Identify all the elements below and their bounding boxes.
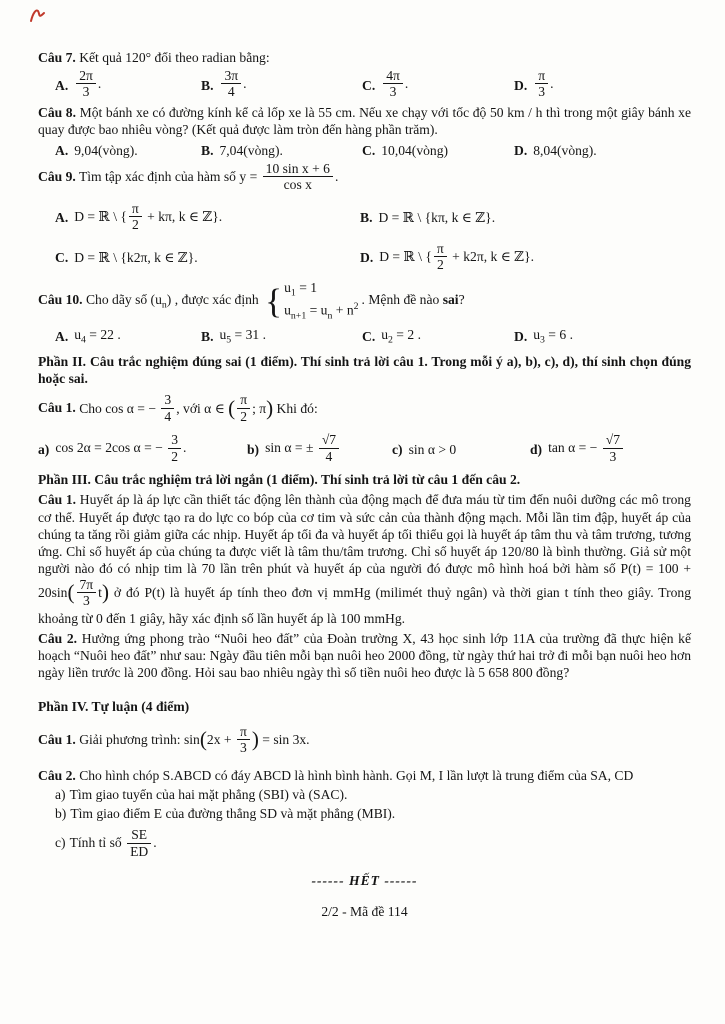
part3-question-2 (38, 630, 691, 682)
option-key: A. (55, 142, 69, 158)
question-9-option-c (55, 249, 360, 266)
question-10-option-b (201, 326, 362, 347)
option-key: A. (55, 77, 69, 93)
part4-question-1 (38, 725, 691, 757)
part3-header: Phần III. Câu trắc nghiệm trả lời ngắn (1 điểm). Thí sinh trả lời từ câu 1 đến câu 2. (38, 472, 521, 488)
question-7-options (55, 69, 691, 101)
item-key: d) (530, 441, 543, 457)
question-8-option-c (362, 142, 514, 159)
part4-q2-item-c (55, 828, 691, 860)
question-9-option-a (55, 202, 360, 234)
option-value: D = ℝ \ {kπ, k ∈ ℤ}. (378, 209, 496, 225)
part4-q2-item-b (55, 805, 691, 822)
question-7 (38, 49, 691, 66)
question-10-stem: Cho dãy số $(u_n)$ , được xác định { $u_1 = 1$ $u_{n+1} = u_n + n^2$ . Mệnh đề nào sai? (85, 280, 465, 322)
option-key: C. (362, 328, 376, 344)
option-key: B. (360, 209, 373, 225)
question-9-options-row-2 (55, 242, 691, 274)
question-9-option-d (360, 242, 691, 274)
part2-question-1 (38, 393, 691, 425)
question-7-option-d (514, 69, 691, 101)
option-value: 9,04(vòng). (74, 142, 138, 158)
option-value: 10,04(vòng) (381, 142, 449, 158)
end-marker: ------ HẾT ------ (311, 873, 418, 889)
question-9 (38, 162, 691, 194)
part4-question-1-label: Câu 1. (38, 731, 76, 747)
question-8-label: Câu 8. (38, 105, 76, 121)
part2-q1-item-d (530, 433, 691, 465)
part2-question-1-options (38, 433, 691, 465)
option-key: B. (201, 77, 214, 93)
part3-question-2-stem: Hưởng ứng phong trào “Nuôi heo đất” của Đoàn trường X, 43 học sinh lớp 11A của trường đã thực hiện kế hoạch “Nuôi heo đất” như sau: Ngày đầu tiên mỗi bạn nuôi heo 2000 đồng, từ ngày thứ hai trở đi mỗi bạn nuôi heo hơn ngày liền trước là 200 đồng. Hỏi sau bao nhiêu ngày thì số tiền nuôi heo được là 5 658 800 đồng? (38, 630, 691, 681)
question-9-options-row-1 (55, 202, 691, 234)
question-8-option-b (201, 142, 362, 159)
item-value: Tìm giao điểm E của đường thẳng SD và mặt phẳng (MBI). (70, 806, 396, 822)
question-10-option-c (362, 326, 514, 347)
part2-header: Phần II. Câu trắc nghiệm đúng sai (1 điểm). Thí sinh trả lời câu 1. Trong mỗi ý a), b), c), d), thí sinh chọn đúng hoặc sai. (38, 353, 691, 387)
option-key: B. (201, 328, 214, 344)
item-key: c) (55, 835, 66, 851)
option-key: D. (514, 77, 528, 93)
question-7-option-c (362, 69, 514, 101)
option-value: $\frac{2\pi}{3}$ . (74, 69, 101, 101)
question-9-label: Câu 9. (38, 168, 76, 184)
item-value: Tìm giao tuyến của hai mặt phẳng (SBI) và (SAC). (69, 786, 348, 802)
part2-q1-item-a (38, 433, 247, 465)
option-value: 8,04(vòng). (533, 142, 597, 158)
item-key: b) (55, 806, 67, 822)
option-value: $\frac{4\pi}{3}$ . (381, 69, 408, 101)
part2-question-1-label: Câu 1. (38, 400, 76, 416)
item-key: a) (38, 441, 50, 457)
question-7-label: Câu 7. (38, 50, 76, 65)
question-8 (38, 104, 691, 139)
item-key: a) (55, 786, 66, 802)
part4-question-2-label: Câu 2. (38, 767, 76, 783)
part4-q2-item-a (55, 786, 691, 803)
part2-q1-item-b (247, 433, 392, 465)
question-7-stem: Kết quả 120° đổi theo radian bằng: (79, 50, 270, 65)
question-8-option-a (55, 142, 201, 159)
question-10-option-a (55, 326, 201, 347)
part3-question-1-stem: Huyết áp là áp lực cần thiết tác động lên thành của động mạch để đưa máu từ tim đến nuôi dưỡng các mô trong cơ thể. Huyết áp được tạo ra do lực co bóp của cơ tim và sức cản của thành động mạch. Mỗi lần tim đập, huyết áp của chúng ta tăng rồi giảm giữa các nhịp. Huyết áp tối đa và huyết áp tối thiểu gọi là huyết áp tâm thu và tâm trương, tương ứng. Chỉ số huyết áp của chúng ta được viết là tâm thu/tâm trương. Chỉ số huyết áp 120/80 là bình thường. Giả sử một người nào đó có nhịp tim là 70 lần trên phút và huyết áp của người đó được mô hình hoá bởi hàm số P(t) = 100 + 20sin( $\frac{7\pi}{3}$ t) ở đó P(t) là huyết áp tính theo đơn vị mmHg (milimét thuỷ ngân) và thời gian t tính theo giây. Trong khoảng từ 0 đến 1 giây, hãy xác định số lần huyết áp là 100 mmHg. (38, 492, 691, 626)
part4-question-2-stem: Cho hình chóp S.ABCD có đáy ABCD là hình bình hành. Gọi M, I lần lượt là trung điểm của SA, CD (79, 767, 634, 783)
part3-question-2-label: Câu 2. (38, 630, 78, 646)
part4-question-2 (38, 767, 691, 784)
red-pen-stroke (31, 10, 44, 21)
question-7-option-a (55, 69, 201, 101)
item-key: b) (247, 441, 260, 457)
option-value: $u_3 = 6$ . (533, 326, 573, 346)
option-key: D. (514, 328, 528, 344)
option-value: $u_2 = 2$ . (381, 326, 421, 346)
part3-question-1-label: Câu 1. (38, 492, 77, 508)
option-value: $\frac{\pi}{3}$ . (533, 69, 553, 101)
item-value: tan α = − $\frac{√7}{3}$ (548, 433, 625, 465)
part4-question-1-stem: Giải phương trình: sin(2x + $\frac{\pi}{3}$ ) = sin 3x. (79, 723, 310, 755)
option-key: C. (55, 249, 69, 265)
item-value: sin α = ± $\frac{√7}{4}$ (265, 433, 341, 465)
option-value: D = ℝ \ {k2π, k ∈ ℤ}. (74, 249, 198, 265)
option-key: A. (55, 328, 69, 344)
question-10-options (55, 326, 691, 347)
option-key: C. (362, 142, 376, 158)
question-10 (38, 279, 691, 322)
question-8-stem: Một bánh xe có đường kính kể cả lốp xe là 55 cm. Nếu xe chạy với tốc độ 50 km / h thì trong một giây bánh xe quay được bao nhiêu vòng? (Kết quả được làm tròn đến hàng phần trăm). (38, 105, 691, 138)
option-value: $\frac{3\pi}{4}$ . (219, 69, 246, 101)
question-10-label: Câu 10. (38, 292, 83, 308)
page-number: 2/2 - Mã đề 114 (321, 904, 408, 920)
part4-header: Phần IV. Tự luận (4 điểm) (38, 698, 190, 714)
option-value: D = ℝ \ { $\frac{\pi}{2}$ + kπ, k ∈ ℤ}. (74, 200, 223, 232)
part2-q1-item-c (392, 441, 530, 458)
option-value: D = ℝ \ { $\frac{\pi}{2}$ + k2π, k ∈ ℤ}. (379, 240, 535, 272)
option-key: A. (55, 209, 69, 225)
item-key: c) (392, 441, 403, 457)
option-value: $u_4 = 22$ . (74, 326, 121, 346)
question-7-option-b (201, 69, 362, 101)
option-key: D. (514, 142, 528, 158)
question-10-option-d (514, 326, 691, 347)
item-value: cos 2α = 2cos α = − $\frac{3}{2}$ . (55, 432, 187, 464)
option-key: B. (201, 142, 214, 158)
option-value: 7,04(vòng). (219, 142, 283, 158)
part2-question-1-stem: Cho cos α = − $\frac{3}{4}$ , với α ∈ ( $\frac{\pi}{2}$ ; π) Khi đó: (79, 392, 318, 424)
question-9-option-b (360, 209, 691, 226)
part3-question-1 (38, 491, 691, 626)
item-value: Tính tỉ số $\frac{SE}{ED}$ . (69, 827, 157, 859)
question-8-option-d (514, 142, 691, 159)
question-8-options (55, 142, 691, 159)
question-9-stem: Tìm tập xác định của hàm số y = $\frac{\text{10 sin x + 6}}{\text{cos x}}$ . (78, 160, 339, 193)
option-value: $u_5 = 31$ . (219, 326, 267, 346)
option-key: C. (362, 77, 376, 93)
red-pen-mark (27, 5, 49, 27)
item-value: sin α > 0 (408, 441, 457, 457)
option-key: D. (360, 249, 374, 265)
